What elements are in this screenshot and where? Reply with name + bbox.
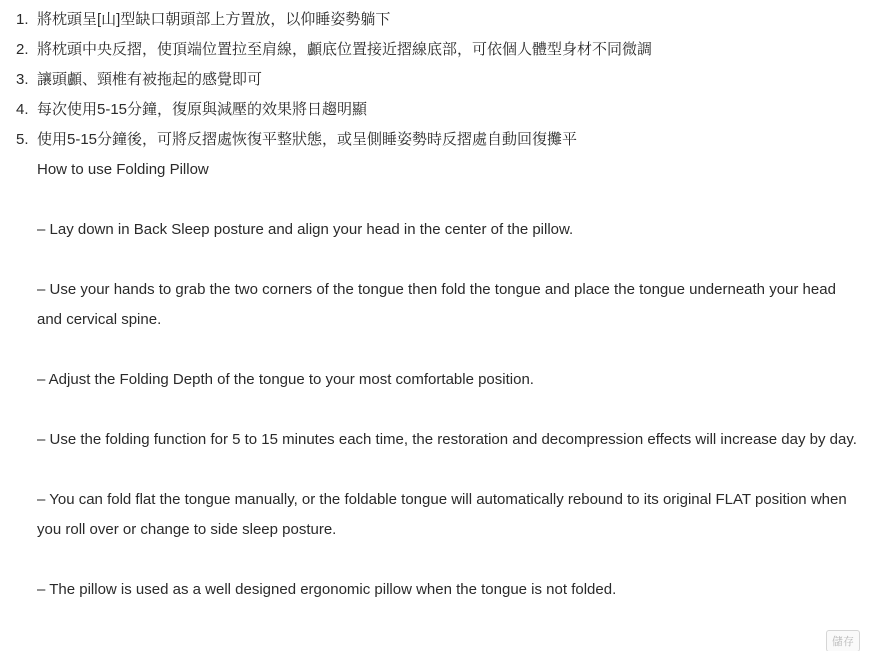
save-button[interactable]: 儲存 (826, 630, 860, 651)
section-heading: How to use Folding Pillow (37, 161, 209, 178)
list-item (0, 65, 877, 95)
list-item (0, 95, 877, 125)
list-item-number: 5. (16, 131, 29, 148)
instruction-paragraph: – Lay down in Back Sleep posture and align your head in the center of the pillow. (37, 221, 574, 238)
list-item-text: 使用5-15分鐘後，可將反摺處恢復平整狀態，或呈側睡姿勢時反摺處自動回復攤平 (37, 131, 578, 148)
list-item-text: 每次使用5-15分鐘，復原與減壓的效果將日趨明顯 (37, 101, 368, 118)
list-item-text: 將枕頭呈[山]型缺口朝頭部上方置放，以仰睡姿勢躺下 (37, 11, 391, 28)
instruction-paragraph: – Use the folding function for 5 to 15 minutes each time, the restoration and decompression effects will increase day by day. (37, 431, 857, 448)
list-item-number: 4. (16, 101, 29, 118)
instruction-paragraph: – Use your hands to grab the two corners of the tongue then fold the tongue and place the tongue underneath your head and cervical spine. (37, 281, 836, 328)
list-item (0, 35, 877, 65)
list-item-number: 1. (16, 11, 29, 28)
list-item-number: 3. (16, 71, 29, 88)
list-item (0, 5, 877, 35)
english-instructions (0, 155, 877, 605)
list-item-text: 將枕頭中央反摺，使頂端位置拉至肩線，顱底位置接近摺線底部，可依個人體型身材不同微調 (37, 41, 653, 58)
list-item-text: 讓頭顱、頸椎有被拖起的感覺即可 (37, 71, 263, 88)
instruction-paragraph: – Adjust the Folding Depth of the tongue to your most comfortable position. (37, 371, 534, 388)
chinese-steps-list (0, 5, 877, 155)
list-item-number: 2. (16, 41, 29, 58)
instruction-paragraph: – The pillow is used as a well designed ergonomic pillow when the tongue is not folded. (37, 581, 617, 598)
instruction-paragraph: – You can fold flat the tongue manually, or the foldable tongue will automatically rebound to its original FLAT position when you roll over or change to side sleep posture. (37, 491, 847, 538)
list-item (0, 125, 877, 155)
